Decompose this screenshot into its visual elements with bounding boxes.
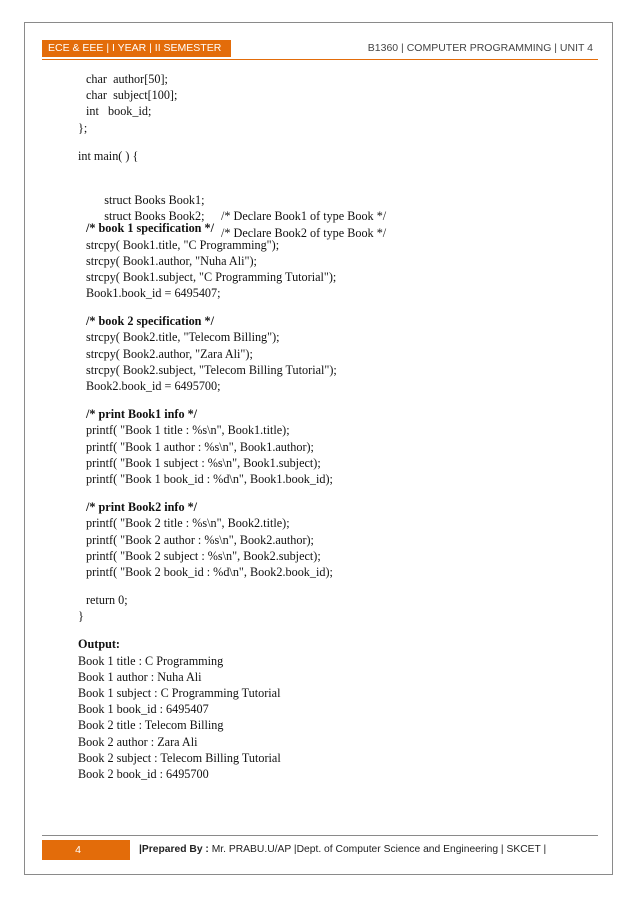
- code-line: char author[50];: [86, 72, 168, 86]
- output-line: Book 2 book_id : 6495700: [78, 766, 209, 781]
- prepared-text: Mr. PRABU.U/AP |Dept. of Computer Science and Engineering | SKCET |: [208, 844, 547, 855]
- code-comment: /* print Book1 info */: [86, 407, 198, 422]
- code-line: char subject[100];: [86, 88, 178, 103]
- header-title: B1360 | COMPUTER PROGRAMMING | UNIT 4: [367, 42, 593, 54]
- code-comment: /* book 1 specification */: [86, 221, 214, 236]
- code-line: printf( "Book 2 title : %s\n", Book2.title);: [86, 516, 290, 531]
- code-text: struct Books Book1;: [104, 193, 205, 208]
- code-line: printf( "Book 1 subject : %s\n", Book1.subject);: [86, 455, 321, 470]
- code-comment: /* print Book2 info */: [86, 500, 198, 515]
- code-line: };: [78, 120, 88, 135]
- document-body: [78, 71, 598, 782]
- page-number: 4: [75, 844, 81, 856]
- code-line: strcpy( Book1.title, "C Programming");: [86, 237, 280, 252]
- footer-rule: [42, 835, 598, 836]
- code-line: return 0;: [86, 593, 128, 608]
- code-line: int main( ) {: [78, 148, 139, 163]
- code-line: printf( "Book 1 author : %s\n", Book1.author);: [86, 439, 314, 454]
- page-number-box: [42, 840, 130, 860]
- code-line: Book1.book_id = 6495407;: [86, 286, 221, 301]
- header-tag: ECE & EEE | I YEAR | II SEMESTER: [42, 40, 231, 57]
- output-line: Book 1 author : Nuha Ali: [78, 669, 202, 684]
- code-line: printf( "Book 1 book_id : %d\n", Book1.book_id);: [86, 471, 333, 486]
- footer-credit: [139, 840, 546, 860]
- output-label: Output:: [78, 637, 120, 652]
- code-line: strcpy( Book2.subject, "Telecom Billing Tutorial");: [86, 362, 337, 377]
- code-line: strcpy( Book2.title, "Telecom Billing");: [86, 330, 280, 345]
- code-line: }: [78, 609, 84, 624]
- output-line: Book 1 subject : C Programming Tutorial: [78, 686, 281, 700]
- code-line: printf( "Book 2 book_id : %d\n", Book2.book_id);: [86, 564, 333, 579]
- code-line: Book2.book_id = 6495700;: [86, 379, 221, 393]
- code-line: int book_id;: [86, 104, 152, 119]
- code-comment: /* book 2 specification */: [86, 314, 214, 329]
- output-line: Book 1 title : C Programming: [78, 653, 224, 668]
- prepared-label: |Prepared By :: [139, 844, 209, 855]
- output-line: Book 2 title : Telecom Billing: [78, 718, 224, 733]
- code-comment: /* Declare Book1 of type Book */: [221, 209, 387, 224]
- output-section: [78, 636, 598, 782]
- code-line: printf( "Book 2 subject : %s\n", Book2.subject);: [86, 548, 321, 563]
- code-listing: [78, 71, 598, 624]
- code-line: strcpy( Book1.author, "Nuha Ali");: [86, 253, 257, 268]
- output-line: Book 2 subject : Telecom Billing Tutorial: [78, 750, 281, 765]
- header-rule: [42, 59, 598, 60]
- code-comment: /* Declare Book2 of type Book */: [221, 225, 387, 240]
- code-text: struct Books Book2;: [104, 209, 205, 224]
- code-line: printf( "Book 2 author : %s\n", Book2.author);: [86, 532, 314, 547]
- code-line: strcpy( Book1.subject, "C Programming Tutorial");: [86, 269, 337, 284]
- code-line: strcpy( Book2.author, "Zara Ali");: [86, 346, 253, 361]
- output-line: Book 2 author : Zara Ali: [78, 734, 198, 749]
- output-line: Book 1 book_id : 6495407: [78, 702, 209, 717]
- code-line: printf( "Book 1 title : %s\n", Book1.title);: [86, 423, 290, 438]
